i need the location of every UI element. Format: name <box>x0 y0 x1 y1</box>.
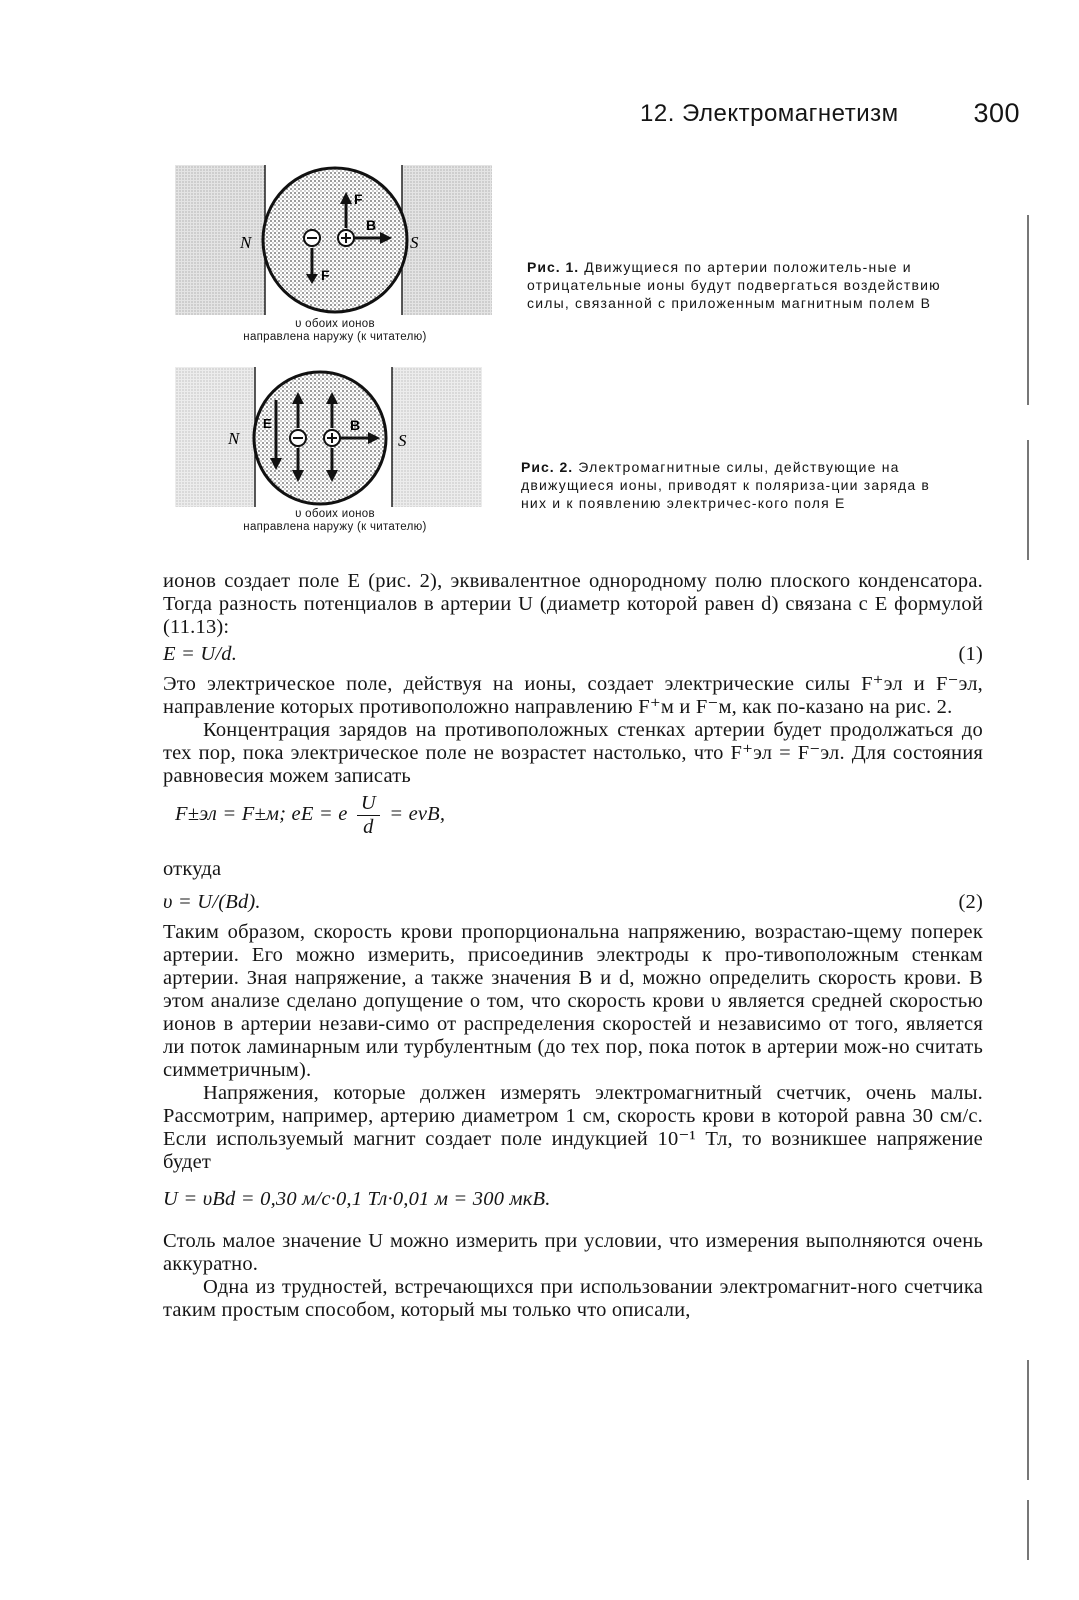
equation-2 <box>175 792 983 852</box>
scan-margin-line <box>1027 1500 1029 1560</box>
equation-4-body: U = υBd = 0,30 м/с·0,1 Тл·0,01 м = 300 мкВ. <box>163 1188 551 1210</box>
label-n: N <box>240 233 252 252</box>
figure-1-caption-text: Движущиеся по артерии положитель-ные и отрицательные ионы будут подвергаться воздействию силы, связанной с приложенным магнитным полем B <box>527 259 941 311</box>
figure-2-diagram <box>170 362 500 510</box>
paragraph-3: Концентрация зарядов на противоположных стенках артерии будет продолжаться до тех пор, пока электрическое поле не возрастет настолько, что F⁺эл = F⁻эл. Для состояния равновесия можем записать <box>163 719 983 787</box>
equation-2-numerator: U <box>357 792 380 816</box>
paragraph-4: откуда <box>163 858 222 880</box>
paragraph-7: Столь малое значение U можно измерить при условии, что измерения выполняются очень аккуратно. <box>163 1230 983 1275</box>
scan-margin-line <box>1027 215 1029 405</box>
equation-2-right: = evB, <box>389 803 446 826</box>
north-pole <box>175 165 265 315</box>
running-header <box>640 100 1020 128</box>
paragraph-5: Таким образом, скорость крови пропорциональна напряжению, возрастаю-щему поперек артерии. Его можно измерить, присоединив электроды к про-тивоположным стенкам артерии. Зная напряжение, а также значения B и d, можно определить скорость крови. В этом анализе сделано допущение о том, что скорость крови υ является средней скоростью ионов в артерии незави-симо от распределения скоростей и независимо от того, является ли поток ламинарным или турбулентным (до тех пор, пока поток в артерии мож-но считать симметричным). <box>163 921 983 1081</box>
label-s: S <box>398 431 407 450</box>
figure-2-caption-text: Электромагнитные силы, действующие на движущиеся ионы, приводят к поляриза-ции заряда в них и к появлению электричес-кого поля E <box>521 459 931 511</box>
figure-1-diagram <box>170 160 500 320</box>
figure-1-caption-title: Рис. 1. <box>527 259 580 275</box>
figure-1-caption-line2: направлена наружу (к читателю) <box>243 331 427 343</box>
equation-2-denominator: d <box>363 816 374 838</box>
label-b: B <box>366 217 377 233</box>
figure-1-inner-caption <box>170 318 500 344</box>
figure-1-caption-line1: υ обоих ионов <box>295 318 375 330</box>
figure-2-inner-caption <box>170 508 500 534</box>
equation-2-left: F±эл = F±м; eE = e <box>175 803 348 826</box>
label-n: N <box>228 429 240 448</box>
label-e: E <box>263 416 272 431</box>
scan-margin-line <box>1027 1360 1029 1480</box>
equation-1-number: (1) <box>958 643 983 665</box>
equation-2-fraction <box>357 792 380 839</box>
label-b: B <box>350 417 361 433</box>
equation-3-number: (2) <box>958 891 983 913</box>
equation-1 <box>163 643 983 669</box>
label-s: S <box>410 233 419 252</box>
equation-3-body: υ = U/(Bd). <box>163 891 261 913</box>
paragraph-1: ионов создает поле E (рис. 2), эквивалентное однородному полю плоского конденсатора. Тогда разность потенциалов в артерии U (диаметр которой равен d) связана с E формулой (11.13): <box>163 570 983 638</box>
figure-2-caption-line1: υ обоих ионов <box>295 508 375 520</box>
paragraph-6: Напряжения, которые должен измерять электромагнитный счетчик, очень малы. Рассмотрим, например, артерию диаметром 1 см, скорость крови в которой равна 30 см/с. Если используемый магнит создает поле индукцией 10⁻¹ Тл, то возникшее напряжение будет <box>163 1082 983 1173</box>
body-text <box>163 570 983 1322</box>
equation-1-body: E = U/d. <box>163 643 238 665</box>
paragraph-2: Это электрическое поле, действуя на ионы, создает электрические силы F⁺эл и F⁻эл, направление которых противоположно направлению F⁺м и F⁻м, как по-казано на рис. 2. <box>163 673 983 718</box>
equation-3 <box>163 891 983 917</box>
label-fm-minus: F <box>321 267 330 283</box>
paragraph-8: Одна из трудностей, встречающихся при использовании электромагнит-ного счетчика таким простым способом, который мы только что описали, <box>163 1276 983 1321</box>
figure-2-caption-title: Рис. 2. <box>521 459 574 475</box>
figure-2 <box>170 362 500 534</box>
figure-2-caption-line2: направлена наружу (к читателю) <box>243 521 427 533</box>
equation-4 <box>163 1188 983 1214</box>
figure-2-caption <box>521 458 961 512</box>
page-number: 300 <box>973 98 1020 128</box>
scan-margin-line <box>1027 440 1029 560</box>
chapter-title: 12. Электромагнетизм <box>640 100 899 127</box>
figure-1 <box>170 160 500 344</box>
north-pole <box>175 367 255 507</box>
label-fm-plus: F <box>354 191 363 207</box>
figure-1-caption <box>527 258 972 312</box>
